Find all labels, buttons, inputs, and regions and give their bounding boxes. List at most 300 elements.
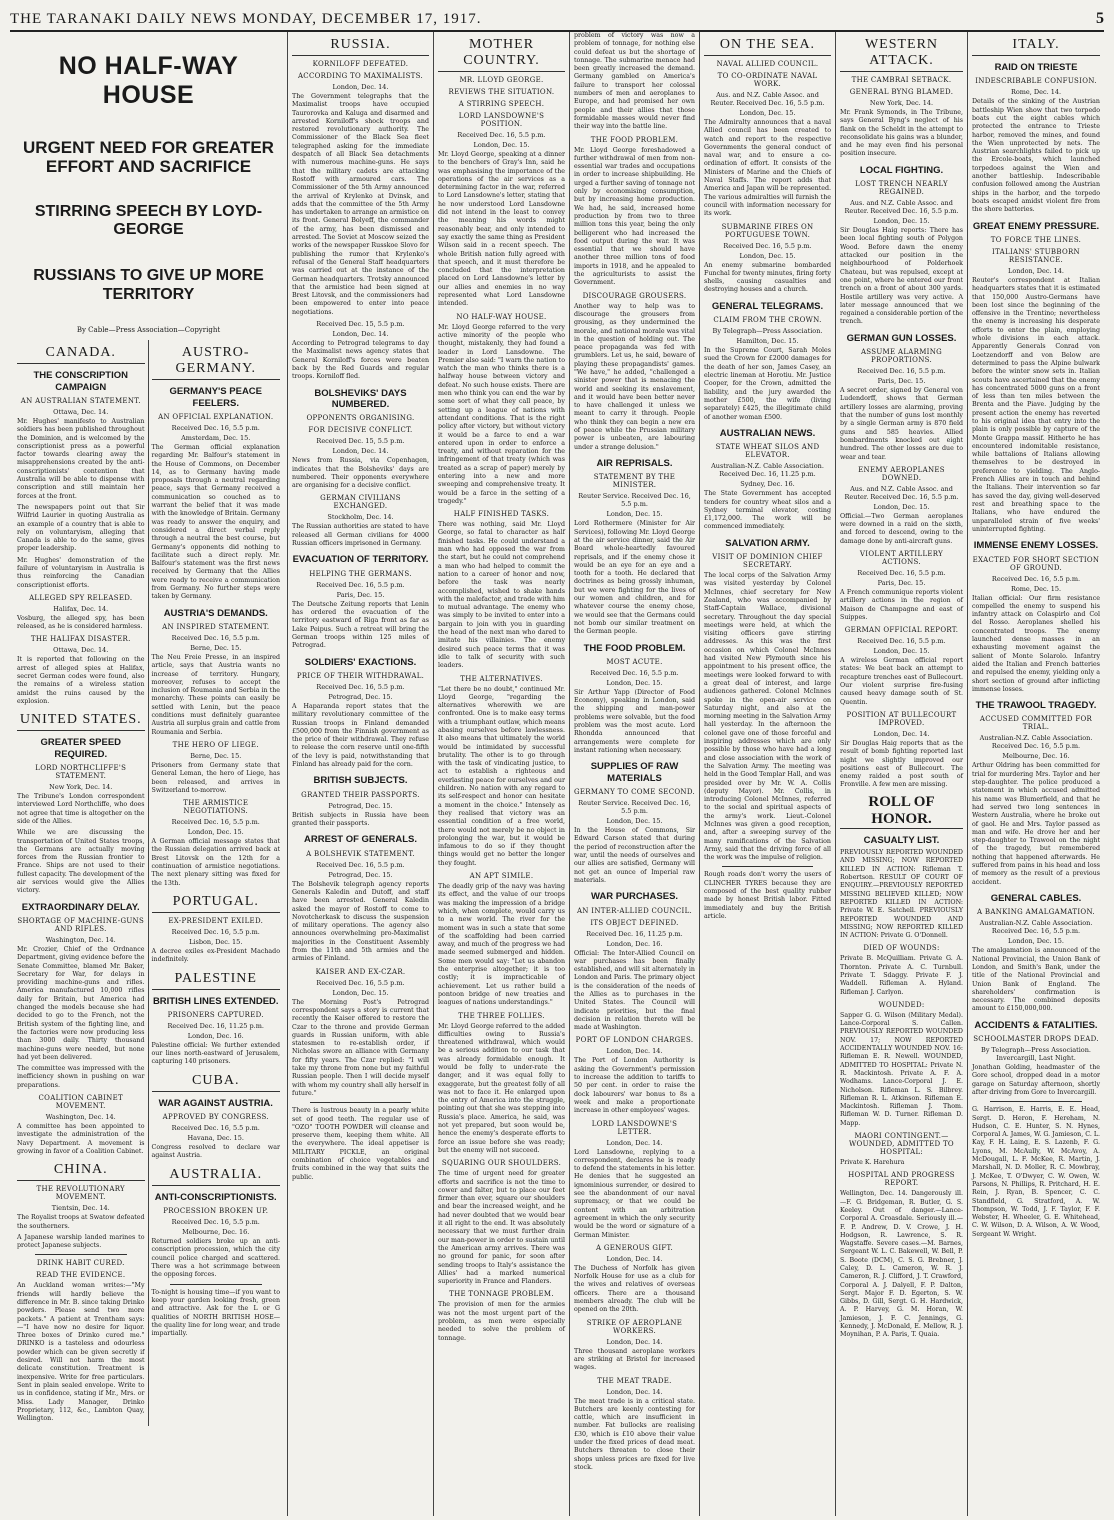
article-subhead: A STIRRING SPEECH. xyxy=(458,100,545,108)
article-paragraph: A German official message states that the Russian delegation arrived back at Brest Litovsk on the 12th for a continuation of armistice negotiations. The next plenary sitting was fixed for the 13th. xyxy=(151,838,280,887)
casualty-list: Sapper G. G. Wilson (Military Medal). Lance-Corporal S. Callen. PREVIOUSLY REPORTED WOUNDED NOV. 17; NOW REPORTED ACCIDENTALLY WOUNDED NOV. 16: Rifleman E. R. Newell. WOUNDED, ADMITTED TO HOSPITAL: Private N. R. Mackintosh. Private A. F. A. Wodhams. Lance-Corporal J. E. Nicholson. Rifleman L. S. Bilbrey. Rifleman R. L. Atkinson. Rifleman E. Mackintosh. Rifleman J. Thom. Rifleman W. D. Turner. Rifleman D. Mapp. xyxy=(840,1011,963,1127)
article-headline: CASUALTY LIST. xyxy=(863,834,940,846)
article-subhead: GENERAL BYNG BLAMED. xyxy=(849,88,954,96)
article-paragraph: Congress resolved to declare war against Austria. xyxy=(151,1144,280,1160)
article-paragraph: Lord Lansdowne, replying to a correspondent, declares he is ready to defend the statements in his letter. He denies that he suggested an ignominious surrender, or desired to see the abandonment of our naval supremacy, or that we could be content with an arbitration agreement in which the only security would be the word or signature of a German Minister. xyxy=(574,1148,695,1239)
article-headline: THE CONSCRIPTION CAMPAIGN xyxy=(33,370,128,393)
received-line: Received Dec. 16, 5.5 p.m. xyxy=(316,580,405,589)
received-line: Received Dec. 16, 5.5 p.m. xyxy=(857,637,946,646)
article-subhead: LORD NORTHCLIFFE'S STATEMENT. xyxy=(35,764,127,781)
received-line: By Telegraph—Press Association. xyxy=(712,327,823,336)
dateline: Berne, Dec. 15. xyxy=(190,643,242,652)
headline-sub1: URGENT NEED FOR GREATER EFFORT AND SACRIFICE xyxy=(23,137,274,177)
dateline: London, Dec. 14. xyxy=(1008,266,1064,275)
article-paragraph: A committee has been appointed to investigate the administration of the Navy Department. A movement is growing in favor of a Coalition Cabinet. xyxy=(17,1123,145,1155)
dateline: New York, Dec. 14. xyxy=(869,99,934,107)
article-paragraph: Prisoners from Germany state that General Leman, the hero of Liege, has been released, and arrives in Switzerland to-morrow. xyxy=(151,761,280,794)
article-paragraph: The Bolshevik telegraph agency reports Generals Kaledin and Dutoff, and staff have been arrested. General Kaledin asked the mayor of Rostoff to come to Novotcherkask to discuss the suspension of military operations. The agency also announces overwhelming pro-Maximalist majorities in the Constituent Assembly from the 11th and 5th armies and the armies of Finland. xyxy=(292,880,429,963)
dateline: London, Dec. 14. xyxy=(332,447,389,456)
article-subhead: A BANKING AMALGAMATION. xyxy=(977,908,1095,917)
article-subhead: FOR DECISIVE CONFLICT. xyxy=(308,426,413,435)
article-subhead: LORD LANSDOWNE'S POSITION. xyxy=(458,112,545,128)
article-paragraph: Mr. Hughes' demonstration of the failure of voluntaryism in Australia is thus reinforcing the Canadian conscriptionist efforts. xyxy=(17,556,145,589)
article-paragraph: The State Government has accepted tenders for country wheat silos and a Sydney terminal elevator, costing £1,172,000. The work will be commenced immediately. xyxy=(704,490,831,531)
dateline: Berne, Dec. 15. xyxy=(190,751,242,760)
received-line: Received Dec. 16, 5.5 p.m. xyxy=(171,423,260,432)
article-paragraph: The Admiralty announces that a naval Allied council has been created to watch and report to the respective Governments the general conduct of naval war, and to ensure a co-ordination of effort. It consists of the Ministers of Marine and the Chiefs of Naval Staffs. The report adds that America and Japan will be represented. The various admiralties will furnish the council with information necessary for its work. xyxy=(704,119,831,218)
article-subhead: LOST TRENCH NEARLY REGAINED. xyxy=(855,180,948,197)
received-line: Received Dec. 16, 5.5 p.m. xyxy=(171,1124,260,1133)
dateline: Rome, Dec. 14. xyxy=(1010,88,1062,97)
received-line: Received Dec. 16, 5.5 p.m. xyxy=(991,574,1081,583)
received-line: Received Dec. 16, 5.5 p.m. xyxy=(723,241,812,250)
section-title: PORTUGAL. xyxy=(152,891,281,913)
sub-column-left xyxy=(14,340,149,1426)
article-subhead: DISCOURAGE GROUSERS. xyxy=(582,291,687,300)
section-title: CHINA. xyxy=(17,1159,145,1181)
article-subhead: MOST ACUTE. xyxy=(606,657,663,666)
received-line: Received Dec. 16, 5.5 p.m. xyxy=(171,633,260,642)
dateline: Ottawa, Dec. 14. xyxy=(53,646,109,655)
article-subhead: HOSPITAL AND PROGRESS REPORT. xyxy=(848,1171,955,1188)
article-headline: ACCIDENTS & FATALITIES. xyxy=(974,1019,1098,1031)
article-headline: THE TRAWOOL TRAGEDY. xyxy=(975,700,1097,712)
received-line: Aus. and N.Z. Cable Assoc. and Reuter. Received Dec. 16, 5.5 p.m. xyxy=(710,91,825,107)
article-headline: SOLDIERS' EXACTIONS. xyxy=(304,656,417,668)
dateline: Hamilton, Dec. 15. xyxy=(736,337,799,346)
article-headline: LOCAL FIGHTING. xyxy=(859,164,944,176)
article-paragraph: The amalgamation is announced of the National Provincial, the Union Bank of London, and Smith's Bank, under the title of the National Provincial and Union Bank of England. The shareholders' confirmation is necessary. The combined deposits amount to £150,000,000. xyxy=(972,947,1100,1013)
article-subhead: GRANTED THEIR PASSPORTS. xyxy=(301,790,420,799)
article-subhead: DIED OF WOUNDS: xyxy=(863,944,940,953)
article-subhead: SQUARING OUR SHOULDERS. xyxy=(441,1159,562,1168)
dateline: Petrograd, Dec. 15. xyxy=(328,692,393,701)
dateline: Petrograd, Dec. 15. xyxy=(328,801,393,810)
section-title: RUSSIA. xyxy=(292,34,429,56)
article-paragraph: A Japanese warship landed marines to protect Japanese subjects. xyxy=(17,1233,145,1250)
article-paragraph: A French communique reports violent artillery actions in the region of Maison de Champagne and east of Suippes. xyxy=(840,588,963,621)
article-headline: WAR AGAINST AUSTRIA. xyxy=(158,1097,273,1109)
article-paragraph: While we are discussing the transportation of United States troops, the Germans are actually moving forces from the Russian frontier to France. Ships are not used to their fullest capacity. The development of the air services would give the Allies victory. xyxy=(17,829,145,895)
article-headline: GERMANY'S PEACE FEELERS. xyxy=(169,386,263,409)
article-headline: ARREST OF GENERALS. xyxy=(304,834,417,846)
dateline: London, Dec. 15. xyxy=(606,510,663,519)
advert-text: There is lustrous beauty in a pearly white set of good teeth. The regular use of "OZO" TOOTH POWDER will cleanse and preserve them, keeping them white. All the everywhere. The ideal appetiser is MILITARY PICKLE, an original combination of choice vegetables and fruits combined in the way that suits the public. xyxy=(292,1107,429,1181)
column-4 xyxy=(570,32,700,1516)
article-subhead: STATE WHEAT SILOS AND ELEVATOR. xyxy=(715,443,820,460)
roll-of-honor-title: ROLL OF HONOR. xyxy=(840,794,963,829)
byline: By Cable—Press Association—Copyright xyxy=(76,326,221,335)
dateline: London, Dec. 14. xyxy=(606,1138,663,1147)
dateline: Paris, Dec. 15. xyxy=(336,590,385,599)
article-paragraph: Sir Douglas Haig reports that as the result of bomb fighting reported last night we slightly improved our positions east of Bullecourt. The enemy raided a post south of Fronville. A few men are missing. xyxy=(840,739,963,789)
article-headline: GREATER SPEED REQUIRED. xyxy=(40,737,122,760)
article-subhead: ASSUME ALARMING PROPORTIONS. xyxy=(860,348,943,365)
article-paragraph: Arthur Oldring has been committed for trial for murdering Mrs. Taylor and her step-daughter. The police produced a statement in which accused admitted his name was Blumerfield, and that he had served two long sentences in Western Australia, where he broke out of gaol. He and Mrs. Taylor passed as man and wife. He drove her and her step-daughter to Trawool on the night of the tragedy, but remembered nothing that happened afterwards. He suffered from pains in his head and loss of memory as the result of a previous accident. xyxy=(972,762,1100,886)
article-paragraph: Mr. Lloyd George, speaking at a dinner to the benchers of Gray's Inn, said he was emphasising the importance of the operations of the air services as a determining factor in the war, referred to Lord Lansdowne's letter, stating that he now understood Lord Lansdowne did not intend in the least to convey the meaning his words might reasonably bear, and only intended to say exactly the same thing as President Wilson said in a recent speech. The whole British nation fully agreed with that speech, and it must therefore be concluded that the interpretation placed on Lord Lansdowne's letter by our allies and enemies in no way represented what Lord Lansdowne intended. xyxy=(438,151,565,308)
article-paragraph: The provision of men for the armies was not the most urgent part of the problem, as men were especially needed to solve the problem of tonnage. xyxy=(438,1301,565,1342)
article-paragraph: The Neu Freie Presse, in an inspired article, says that Austria wants no increase of territory. Hungary, moreover, refuses to accept the inclusion of Roumania and Serbia in the monarchy. These points can easily be settled with Lenin, but the peace conditions must definitely guarantee Austria all surplus grain and cattle from Roumania and Serbia. xyxy=(151,653,280,736)
article-paragraph: Jonathan Golding, headmaster of the Gore school, dropped dead in a motor garage on Saturday afternoon, shortly after driving from Gore to Invercargill. xyxy=(972,1064,1100,1096)
article-headline: IMMENSE ENEMY LOSSES. xyxy=(973,540,1099,552)
article-paragraph: A wireless German official report states: We beat back an attempt to recapture trenches east of Bullecourt. Our violent surprise fire-fusing caused heavy damage south of St. Quentin. xyxy=(840,657,963,706)
article-paragraph: Mr. Lloyd George referred to the very active minority of the people who thought, mistakenly, they had found a leader in Lord Lansdowne. The Premier also said: "I warn the nation to watch the man who thinks there is a halfway house between victory and defeat. No such house exists. There are men who think you can end the war by some sort of what they call peace, by setting up a league of nations with attendant conditions. That is the right policy after victory, but without victory it would be a farce to end a war entered upon in order to enforce a treaty, and without reparation for the infringement of that treaty (which was treated as a scrap of paper) merely by entering into a new and more sweeping and comprehensive treaty. It would be a farce in the setting of a tragedy." xyxy=(438,323,565,505)
section-title: ITALY. xyxy=(972,34,1100,56)
received-line: Reuter Service. Received Dec. 16, 5.5 p.m. xyxy=(578,492,691,509)
received-line: Received Dec. 16, 5.5 p.m. xyxy=(857,367,946,376)
casualty-list: Private B. McQuilliam. Private G. A. Thornton. Private A. C. Turnbull. Private T. Sdaggy. Private F. J. Waddell. Rifleman A. Hyland. Rifleman J. Carlyon. xyxy=(840,955,963,996)
received-line: Received Dec. 16, 5.5 p.m. xyxy=(316,978,405,987)
received-line: Received Dec. 15, 5.5 p.m. xyxy=(316,437,405,446)
article-paragraph: A secret order, signed by General von Ludendorff, shows that German artillery losses are alarming, proving that the number of guns lost monthly by a single German army is 870 field guns and 585 heavies. Allied bombardments knocked out eight hundred. The other losses are due to wear and tear. xyxy=(840,387,963,461)
article-subhead: EX-PRESIDENT EXILED. xyxy=(168,916,264,925)
article-subhead: POSITION AT BULLECOURT IMPROVED. xyxy=(846,710,957,727)
article-paragraph: There was nothing, said Mr. Lloyd George, so fatal to character as half finished tasks. He could understand a man who had opposed the war from the start, but he could not comprehend a man who had helped to commit the nation to a career of honor and now, before the task was nearly accomplished, wished to shake hands with the malefactor, and trade with him to mutual advantage. The enemy who was simply to be invited to enter into a bargain to join with you in guarding the head of the next man who dared to imitate his villainies. The enemy desired such peace terms that it was idle to talk of security with such leaders. xyxy=(438,521,565,670)
received-line: Received Dec. 16, 11.25 p.m. xyxy=(167,1021,264,1030)
received-line: Received Dec. 16, 5.5 p.m. xyxy=(171,1218,260,1227)
article-subhead: THE HALIFAX DISASTER. xyxy=(30,635,131,644)
article-subhead: NO HALF-WAY HOUSE. xyxy=(456,312,547,321)
dateline: London, Dec. 14. xyxy=(332,83,389,91)
article-paragraph: British subjects in Russia have been granted their passports. xyxy=(292,811,429,827)
article-subhead: KORNILOFF DEFEATED. xyxy=(312,60,409,68)
article-paragraph: The committee was impressed with the inefficiency shown in pushing on war preparations. xyxy=(17,1065,145,1089)
column-7 xyxy=(968,32,1104,1516)
dateline: New York, Dec. 14. xyxy=(49,783,113,792)
article-subhead: NAVAL ALLIED COUNCIL. xyxy=(716,60,819,68)
received-line: Received Dec. 15, 5.5 p.m. xyxy=(316,320,405,329)
dateline: Paris, Dec. 15. xyxy=(877,377,926,386)
article-subhead: GERMAN CIVILIANS EXCHANGED. xyxy=(320,494,401,511)
article-paragraph: Mr. Lloyd George referred to the added difficulties owing to Russia's threatened withdrawal, which would be a serious addition to our task that was already formidable enough. It would be folly to under-rate the danger, and it was equal folly to exaggerate, but the greatest folly of all was not to face it. He enlarged upon the entry of America into the struggle, pointing out that she was stepping into Russia's place. America, he said, was not yet prepared, but soon would be, hence the enemy's desperate efforts to force an issue before she was ready; but the enemy will not succeed. xyxy=(438,1022,565,1154)
received-line: Australian-N.Z. Cable Association. Received Dec. 16, 5.5 p.m. xyxy=(979,919,1093,936)
dateline: Petrograd, Dec. 15. xyxy=(328,870,393,879)
article-paragraph: Italian official: Our firm resistance compelled the enemy to suspend his infantry attack on Colaspirlo and Col del Rosso. Aeroplanes shelled his concentrated troops. The enemy launched dense masses in an exhausting movement against the salient of Monte Solarolo. Infantry aided the Italian and French batteries and repulsed the enemy, yielding only a short section of ground after inflicting immense losses. xyxy=(972,594,1100,693)
column-5 xyxy=(700,32,836,1516)
article-subhead: GERMAN OFFICIAL REPORT. xyxy=(844,626,959,635)
masthead xyxy=(10,6,1104,32)
dateline: Lisbon, Dec. 15. xyxy=(189,937,243,946)
masthead-title: THE TARANAKI DAILY NEWS MONDAY, DECEMBER 17, 1917. xyxy=(10,11,482,27)
divider xyxy=(722,866,813,867)
article-paragraph: The Government telegraphs that the Maximalist troops have occupied Taurorovka and Kaluga and disarmed and arrested Korniloff's shock troops and restored revolutionary authority. The Commissioner of the Black Sea fleet telegraphed asking for the immediate despatch of all Black Sea detachments with numerous machine-guns. He says that the military cadets are attacking Rostoff with armoured cars. The Commissioner of the 5th Army announced the arrival of Krylenko at Dvinsk, and adds that the committee of the 5th Army has undertaken to arrange an armistice on its front. General Bolyeff, the commander of the army, has been dismissed and arrested. The Soviet at Moscow seized the works of the newspaper Russkoe Slovo for publishing the rumor that Krylenko's refusal of the General Staff headquarters was carried out at the instance of the German headquarters. Trotsky announced that the armistice had been signed at Brest Litovsk, and the commissioners had been empowered to enter into peace negotiations. xyxy=(292,93,429,316)
article-subhead: TO FORCE THE LINES. xyxy=(990,235,1082,244)
article-paragraph: A decree exiles ex-President Machado indefinitely. xyxy=(151,947,280,964)
page-number: 5 xyxy=(1096,10,1104,27)
dateline: Stockholm, Dec. 14. xyxy=(327,513,394,522)
advert-subhead: READ THE EVIDENCE. xyxy=(36,1271,126,1280)
article-headline: RAID ON TRIESTE xyxy=(994,62,1078,73)
received-line: Reuter Service. Received Dec. 16, 5.5 p.m. xyxy=(578,799,691,816)
article-subhead: THE CAMBRAI SETBACK. xyxy=(851,76,952,84)
article-paragraph: The deadly grip of the navy was having its effect, and the value of our troops was making the impression of a bridge which, when complete, would carry us to a new world. The river for the moment was in such a state that some of the scaffolding had been carried away, and much of the progress we had made seemed submerged and hidden. Some men would say: "Let us abandon the enterprise altogether; it is too costly; it is impracticable of achievement. Let us rather build a pontoon bridge of new treaties and leagues of nations understandings." xyxy=(438,883,565,1007)
sub-column-right xyxy=(149,340,284,1426)
article-headline: ANTI-CONSCRIPTIONISTS. xyxy=(154,1191,277,1203)
received-line: Aus. and N.Z. Cable Assoc. and Reuter. Received Dec. 16, 5.5 p.m. xyxy=(844,199,959,216)
article-paragraph: Reuter's correspondent at Italian headquarters states that it is estimated that 150,000 Austro-Germans have been lost since the beginning of the offensive in the Trentino; nevertheless the enemy is increasing his desperate efforts to enter the plain, employing whole divisions in each attack. Apparently Generals Conrad von Loetzendorff and von Below are determined to pass the Alpine bulwark before the winter snow sets in. Italian scouts have ascertained that the enemy has concentrated 5000 guns on a front of less than ten miles between the Brenta and the Piave. Judging by the present action the enemy has reverted to his original idea that entry into the plain is only possible by capture of the Monte Grappa massif. Hitherto he has encountered indomitable resistance, while battalions of Italians allowing themselves to be destroyed in preference to yielding. The Anglo-French Allies are in touch and behind the Italians. Their intervention so far has saved the day, giving well-deserved rest and breathing space to the Italians, who have endured the unparalleled strain of five weeks' uninterrupted fighting. xyxy=(972,276,1100,533)
headline-sub2: STIRRING SPEECH BY LOYD-GEORGE xyxy=(34,202,263,238)
casualty-list: Wellington, Dec. 14. Dangerously ill.—F. G. Bridgeman, R. Butler, G. S. Keeley. Out of danger.—Lance-Corporal A. Croasdale. Seriously ill.—F. P. Andrew, D. V. Crowe, J. H. Hodgson, R. Lawrence, S. R. Wagstaffe. Severe cases.—M. Barnes, Sergeant W. L. C. Bakewell, W. Bell, P. S. Boote (DCM), C. S. G. Brebner, J. Caley, D. L. Cameron, W. R. J. Cameron, R. J. Clifford, J. T. Crawford, Corporal A. J. Dalyell, F. P. Dalton, Sergt. Major F. D. Egerton, S. W. Gibbs, D. Gill, Sergt. G. H. Hardwick, A. P. Harvey, G. M. Horan, W. Jamieson, J. F. C. Jennings, G. Kennedy, J. McDonald, E. Mellow, R. J. Moynihan, P. A. Paris, T. Quaia. xyxy=(840,1190,963,1339)
dateline: London, Dec. 15. xyxy=(873,502,930,511)
article-subhead: AN INSPIRED STATEMENT. xyxy=(162,622,270,631)
dateline: Melbourne, Dec. 16. xyxy=(182,1228,250,1237)
article-paragraph: Vosburg, the alleged spy, has been released, as he is considered harmless. xyxy=(17,614,145,631)
article-subhead: ACCORDING TO MAXIMALISTS. xyxy=(297,72,424,80)
article-paragraph: Mr. Hughes' manifesto to Australian soldiers has been published throughout the Dominion, and is welcomed by the conscriptionist press as a powerful factor towards clearing away the misapprehensions created by the anti-conscriptionists' contention that Australia will be able to dispense with conscription and still maintain her forces at the front. xyxy=(17,417,145,500)
advert-headline: DRINK HABIT CURED. xyxy=(36,1259,125,1268)
dateline: Tientsin, Dec. 14. xyxy=(51,1204,110,1213)
received-line: Received Dec. 16, 5.5 p.m. xyxy=(590,668,679,677)
article-subhead: AN OFFICIAL EXPLANATION. xyxy=(158,412,274,421)
article-subhead: PRISONERS CAPTURED. xyxy=(167,1010,264,1019)
article-subhead: THE REVOLUTIONARY MOVEMENT. xyxy=(36,1185,125,1202)
article-paragraph: Three thousand aeroplane workers are striking at Bristol for increased wages. xyxy=(574,1347,695,1372)
casualty-list: Private K. Harehura xyxy=(840,1159,905,1167)
article-headline: BOLSHEVIKS' DAYS NUMBERED. xyxy=(314,387,407,410)
article-headline: AUSTRALIAN NEWS. xyxy=(719,427,816,439)
article-headline: EVACUATION OF TERRITORY. xyxy=(292,554,429,566)
article-subhead: AN AUSTRALIAN STATEMENT. xyxy=(20,396,141,405)
article-headline: THE FOOD PROBLEM. xyxy=(583,642,686,654)
dateline: London, Dec. 15. xyxy=(739,251,796,260)
article-paragraph: The Royalist troops at Swatow defeated the southerners. xyxy=(17,1214,145,1230)
article-paragraph: The Tribune's London correspondent interviewed Lord Northcliffe, who does not agree that time is altogether on the side of the Allies. xyxy=(17,793,145,825)
article-headline: SALVATION ARMY. xyxy=(725,537,810,549)
dateline: London, Dec. 15. xyxy=(332,988,389,997)
article-paragraph: Mr. Frank Symonds, in The Tribune, says General Byng's neglect of his flank on the Scheldt in the attempt to reconsolidate his gains was a blunder, and he may even find his personal position insecure. xyxy=(840,109,963,158)
article-paragraph: A Haparanda report states that the military revolutionary committee of the Russian troops in Finland demanded £500,000 from the Finnish government as the price of their withdrawal. They refuse to release the corn reserve until one-fifth of the levy is paid, notwithstanding that Finland has already paid for the corn. xyxy=(292,702,429,768)
advert-text: An Auckland woman writes:—"My friends will hardly believe the difference in Mr. B. since taking Drinko powders. Please send two more packets." A patient at Trentham says:—"I have now no desire for liquor. Three boxes of Drinko cured me." DRINKO is a tasteless and odourless powder which can be given secretly if desired. Will not harm the most delicate constitution. Treatment is inexpensive. Write for free particulars. Sent in plain sealed envelope. Write to us in confidence, stating if Mr., Mrs. or Miss. Lady Manager, Drinko Proprietary, 112, &c., Lambton Quay, Wellington. xyxy=(17,1282,145,1423)
article-paragraph: Lord Rothermere (Minister for Air Services), following Mr. Lloyd George at the air service dinner, said the Air Board whole-heartedly favoured reprisals, and if the enemy chose it would be an eye for an eye and a tooth for a tooth. He declared that doctrines as being grossly inhuman, but we were fighting for the lives of our women and children, and for whatever course the enemy chose, we would see that the Germans could not bomb our similar treatment on the German people. xyxy=(574,520,695,636)
dateline: London, Dec. 14. xyxy=(332,330,389,339)
article-subhead: ACCUSED COMMITTED FOR TRIAL. xyxy=(979,715,1093,732)
article-paragraph: In the House of Commons, Sir Edward Carson stated that during the period of reconstruction after the war, until the needs of ourselves and our allies are satisfied, Germany will not get an ounce of Imperial raw materials. xyxy=(574,827,695,884)
dateline: Halifax, Dec. 14. xyxy=(53,604,109,613)
article-subhead: OPPONENTS ORGANISING. xyxy=(306,414,415,423)
received-line: Received Dec. 16, 5.5 p.m. xyxy=(857,568,946,577)
section-title: ON THE SEA. xyxy=(704,34,831,56)
article-subhead: APPROVED BY CONGRESS. xyxy=(162,1113,269,1122)
article-headline: BRITISH SUBJECTS. xyxy=(313,775,408,787)
article-subhead: ITALIANS' STUBBORN RESISTANCE. xyxy=(992,247,1080,264)
article-paragraph: According to Petrograd telegrams to day the Maximalist news agency states that General Korniloff's forces were beaten back by the Red Guards and regular troops. Korniloff fled. xyxy=(292,340,429,381)
advert-text: To-night is housing time—if you want to keep your garden looking fresh, green and attractive. Ask for the L or G qualities of NORTH BRITISH HOSE—the quality line for long wear, and trade impartially. xyxy=(151,1288,280,1338)
article-paragraph: News from Russia, via Copenhagen, indicates that the Bolsheviks' days are numbered. Their opponents everywhere are organising for a decisive conflict. xyxy=(292,457,429,490)
article-subhead: AN APT SIMILE. xyxy=(469,872,534,881)
article-paragraph: Sir Douglas Haig reports: There has been local fighting south of Polygon Wood. Before dawn the enemy attacked our position in the neighbourhood of Polderhoek Chateau, but was repulsed, except at one point, where he entered our front trench on a front of about 300 yards. Hostile artillery was very active. A later message announced that we regained a considerable portion of the trench. xyxy=(840,227,963,326)
article-paragraph: The Morning Post's Petrograd correspondent says a story is current that recently the Kaiser offered to restore the Czar to the throne and provide German guards in Russian uniform, with able statesmen to re-establish order, if Nicholas swore an alliance with Germany for fifty years. The Czar replied: "I will take my throne from none but my faithful Russian people. Then I will decide myself with whom my country shall ally herself in future." xyxy=(292,998,429,1097)
article-subhead: ALLEGED SPY RELEASED. xyxy=(29,593,133,602)
article-subhead: STRIKE OF AEROPLANE WORKERS. xyxy=(586,1318,683,1335)
section-title: CUBA. xyxy=(152,1070,281,1092)
article-subhead: A BOLSHEVIK STATEMENT. xyxy=(306,849,415,858)
article-subhead: EXACTED FOR SHORT SECTION OF GROUND. xyxy=(972,555,1100,572)
dateline: Washington, Dec. 14. xyxy=(45,1113,116,1122)
section-title: AUSTRALIA. xyxy=(152,1164,281,1186)
dateline: London, Dec. 14. xyxy=(606,1047,663,1056)
article-paragraph: Details of the sinking of the Austrian battleship Wien show that two torpedo boats cut the eight cables which protected the entrance to Trieste harbor, removed the mines, and found the Wien unprotected by nets. The Austrian searchlights failed to pick up the Ercole-boats, which launched torpedoes against the Wien and another battleship. Indescribable confusion followed among the Austrian ships in the harbor, and the torpedo boats escaped amidst violent fire from the shore batteries. xyxy=(972,98,1100,214)
section-title: WESTERN ATTACK. xyxy=(840,34,963,72)
article-subhead: INDESCRIBABLE CONFUSION. xyxy=(975,77,1097,86)
section-title: UNITED STATES. xyxy=(17,709,145,731)
article-subhead: MAORI CONTINGENT.—WOUNDED, ADMITTED TO HOSPITAL: xyxy=(849,1132,954,1157)
article-headline: BRITISH LINES EXTENDED. xyxy=(152,995,279,1007)
article-paragraph: The Russian authorities are stated to have released all German civilians for 4000 Russian officers imprisoned in Germany. xyxy=(292,523,429,548)
divider xyxy=(170,1284,263,1285)
article-paragraph: Mr. Crozier, Chief of the Ordnance Department, giving evidence before the Senate Committee, blamed Mr. Baker, Secretary for War, for delays in providing machine-guns and rifles. America manufactured 10,000 rifles daily for Britain, but America had changed the models because she had decided to go to the French, not the British system of the fighting line, and the factories were now producing less than 3000 daily. Thirty thousand machine-guns were needed, but none had yet been delivered. xyxy=(17,945,145,1061)
received-line: Australian-N.Z. Cable Association. Received Dec. 16, 5.5 p.m. xyxy=(979,734,1093,751)
article-subhead: VISIT OF DOMINION CHIEF SECRETARY. xyxy=(712,553,823,570)
received-line: Received Dec. 16, 5.5 p.m. xyxy=(457,131,546,139)
dateline: London, Dec. 15. xyxy=(873,217,930,226)
article-paragraph: The local corps of the Salvation Army was visited yesterday by Colonel McInnes, chief secretary for New Zealand, who was accompanied by Staff-Captain Wallace, divisional secretary. Throughout the day special meetings were held, at which the visiting officers gave stirring addresses. As this was the first occasion on which Colonel McInnes had visited New Plymouth since his appointment to his present office, the meetings were looked forward to with a great deal of interest, and large audiences gathered. Colonel McInnes spoke in the open-air service on Saturday night, and also at the morning meeting in the Salvation Army hall yesterday. In the afternoon the colonel gave one of those forceful and inspiring addresses which are only possible by those who have had a long and close association with the work of the Salvation Army. The meeting was held in the Good Templar Hall, and was presided over by Mr. W. A. Collis (deputy Mayor). Mr. Collis, in introducing Colonel McInnes, referred to the social and spiritual aspects of the army's work. Lieut.-Colonel McInnes was given a good reception, and, after a sweeping survey of the many ramifications of the Salvation Army, said that the driving force of all the work was the impulse of religion. xyxy=(704,572,831,862)
headline-main: NO HALF-WAY HOUSE xyxy=(58,52,239,109)
dateline: London, Dec. 14. xyxy=(873,729,930,738)
article-subhead: ITS OBJECT DEFINED. xyxy=(590,918,679,927)
article-subhead: ENEMY AEROPLANES DOWNED. xyxy=(858,465,945,482)
dateline: London, Dec. 14. xyxy=(606,1254,663,1263)
casualty-list: PREVIOUSLY REPORTED WOUNDED AND MISSING; NOW REPORTED KILLED IN ACTION: Rifleman T. Robertson. RESULT OF COURT OF ENQUIRY.—PREVIOUSLY REPORTED MISSING BELIEVED KILLED; NOW REPORTED KILLED IN ACTION: Private W. E. Satchell. PREVIOUSLY REPORTED WOUNDED AND MISSING; NOW REPORTED KILLED IN ACTION: Private G. O'Donnell. xyxy=(840,849,963,940)
article-subhead: COALITION CABINET MOVEMENT. xyxy=(38,1094,123,1111)
article-subhead: PORT OF LONDON CHARGES. xyxy=(575,1036,694,1045)
article-subhead: THE FOOD PROBLEM. xyxy=(590,135,679,144)
article-subhead: THE HERO OF LIEGE. xyxy=(172,740,259,749)
article-headline: EXTRAORDINARY DELAY. xyxy=(21,901,140,913)
article-subhead: MR. LLOYD GEORGE. xyxy=(459,76,544,84)
article-headline: SUPPLIES OF RAW MATERIALS xyxy=(590,761,679,784)
article-subhead: THE ARMISTICE NEGOTIATIONS. xyxy=(183,799,249,816)
dateline: London, Dec. 15. xyxy=(187,828,244,837)
dateline: Melbourne, Dec. 16. xyxy=(1002,752,1070,761)
dateline: London, Dec. 14. xyxy=(606,1387,663,1396)
article-subhead: HELPING THE GERMANS. xyxy=(309,569,412,578)
article-subhead: STATEMENT BY THE MINISTER. xyxy=(593,473,676,490)
article-subhead: GERMANY TO COME SECOND. xyxy=(574,788,696,797)
article-subhead: LORD LANSDOWNE'S LETTER. xyxy=(591,1119,678,1136)
article-subhead: TO CO-ORDINATE NAVAL WORK. xyxy=(717,72,818,88)
article-subhead: CLAIM FROM THE CROWN. xyxy=(713,316,822,325)
divider xyxy=(35,1254,127,1255)
dateline: London, Dec. 15. xyxy=(606,817,663,826)
article-paragraph: In the Supreme Court, Sarah Moles sued the Crown for £2000 damages for the death of her son, James Casey, an electric lineman at Horotiu. Mr. Justice Cooper, for the Crown, admitted the liability, and the jury awarded the mother £500, the wife (living separately) £425, the illegitimate child of another woman £500. xyxy=(704,347,831,421)
article-headline: AIR REPRISALS. xyxy=(596,457,673,469)
article-paragraph: The German official explanation regarding Mr. Balfour's statement in the House of Commons, on December 14, as to Germany having made proposals through a neutral regarding peace, says that Germany received a communication so couched as to warrant the belief that it was made with the knowledge of Britain. Germany was ready to answer the enquiry, and considered a direct verbal reply through a neutral the best course, but Germany's opponents did nothing to facilitate such a direct reply. Mr. Balfour's statement was the first news received by Germany that the Allies were ready to receive a communication from Germany. No further steps were taken by Germany. xyxy=(151,443,280,601)
received-line: Received Dec. 16, 5.5 p.m. xyxy=(171,927,260,936)
article-paragraph: Returned soldiers broke up an anti-conscription procession, which the city council police charged and scattered. There was a hot scrimmage between the opposing forces. xyxy=(151,1238,280,1279)
article-paragraph: Palestine official: We further extended our lines north-eastward of Jerusalem, capturing 140 prisoners. xyxy=(151,1041,280,1066)
received-line: Received Dec. 16, 5.5 p.m. xyxy=(171,818,260,827)
article-headline: WAR PURCHASES. xyxy=(590,891,679,903)
column-3 xyxy=(434,32,570,1516)
article-subhead: PROCESSION BROKEN UP. xyxy=(163,1207,269,1216)
casualty-list: G. Harrison, E. Harris, E. E. Head, Sergt. D. Heron, F. Hereham, N. Hudson, C. E. Hunter, S. N. Hynes, Corporal A. James, W. G. Jamieson, C. L. Kay, F. H. Laing, E. S. Lazenb, F. G. Lyons, M. McAully, W. McAvoy, A. McDougall, L. F. McKee, R. Martin, J. Marshall, N. D. Moller, R. C. Mowbray, J. McKee, T. O'Dwyer, C. W. Owen, W. Parsons, N. Phillips, R. Pritchard, H. E. Rein, J. Ryan, B. Spencer, C. C. Standfield, G. Stratford, A. W. Thompson, W. Todd, J. F. Taylor, F. F. Webster, H. Wheeler, G. E. Whitehead, C. W. Wilson, D. A. Wilson, A. W. Wood, Sergeant W. Wright. xyxy=(972,1106,1101,1238)
article-paragraph: "Let there be no doubt," continued Mr. Lloyd George, "regarding the alternatives wherewith we are confronted. One is to make easy terms with a triumphant outlaw, which means abasing ourselves before lawlessness. It also means that ultimately the world would be intimidated by successful brutality. The other is to go through with the task of vindicating justice, to act to establish a righteous and everlasting peace for ourselves and our children. No nation with any regard to its self-respect and honor can hesitate a moment in the choice." Intensely as they realised that victory was an essential condition of a free world, there would not merely be no object in prolonging the war, but it would be infamous to do so if they thought things would get no better the longer they fought. xyxy=(438,685,565,867)
dateline: Paris, Dec. 15. xyxy=(877,578,926,587)
dateline: London, Dec. 16. xyxy=(606,939,663,948)
dateline: Sydney, Dec. 16. xyxy=(740,480,795,489)
article-paragraph: The Deutsche Zeitung reports that Lenin has ordered the evacuation of the territory eastward of Riga front as far as Lake Peipus. Such a retreat will bring the German troops within 125 miles of Petrograd. xyxy=(292,600,429,650)
section-title: AUSTRO-GERMANY. xyxy=(152,342,281,380)
received-line: Received Dec. 16, 11.25 p.m. xyxy=(586,929,683,938)
sub-columns xyxy=(14,340,283,1426)
article-headline: GERMAN GUN LOSSES. xyxy=(846,332,957,344)
dateline: London, Dec. 14. xyxy=(606,1337,663,1346)
article-paragraph: problem of victory was now a problem of tonnage, for nothing else could defeat us but the shortage of tonnage. The submarine menace had been greatly increased the demand. Germany gambled on America's failure to transport her colossal numbers of men and aeroplanes to Europe, and had promised her own people and their allies that those formidable masses would never find their way into the battle line. xyxy=(574,32,695,131)
section-title: PALESTINE xyxy=(152,968,281,990)
dateline: London, Dec. 15. xyxy=(1008,937,1064,946)
dateline: London, Dec. 15. xyxy=(473,141,530,149)
received-line: Received Dec. 16, 5.5 p.m. xyxy=(316,682,405,691)
article-paragraph: The Duchess of Norfolk has given Norfolk House for use as a club for the wives and relatives of overseas officers. There are a thousand members already. The club will be opened on the 20th. xyxy=(574,1264,695,1314)
dateline: London, Dec. 15. xyxy=(739,109,796,117)
article-subhead: PRICE OF THEIR WITHDRAWAL. xyxy=(296,671,425,680)
article-subhead: KAISER AND EX-CZAR. xyxy=(315,967,406,976)
article-subhead: THE THREE FOLLIES. xyxy=(458,1011,545,1020)
dateline: Rome, Dec. 15. xyxy=(1010,584,1062,593)
column-6 xyxy=(836,32,968,1516)
received-line: Received Dec. 16, 5.5 p.m. xyxy=(316,860,405,869)
dateline: Washington, Dec. 14. xyxy=(45,935,116,944)
received-line: By Telegraph—Press Association. Invercargill, Last Night. xyxy=(981,1046,1091,1063)
dateline: Havana, Dec. 15. xyxy=(187,1134,244,1143)
article-subhead: THE ALTERNATIVES. xyxy=(460,674,543,683)
dateline: Amsterdam, Dec. 15. xyxy=(181,433,251,442)
article-subhead: HALF FINISHED TASKS. xyxy=(453,510,550,519)
article-paragraph: It is reported that following on the arrest of alleged spies at Halifax, secret German codes were found, also the remains of a wireless station amidst the ruins caused by the explosion. xyxy=(17,656,145,705)
article-subhead: WOUNDED: xyxy=(878,1000,925,1009)
article-paragraph: Sir Arthur Yapp (Director of Food Economy), speaking in London, said the shipping and man-power problems were solvable, but the food problem was the most acute. Lord Rhondda announced that arrangements were complete for instant rationing when necessary. xyxy=(574,688,695,754)
article-subhead: THE MEAT TRADE. xyxy=(597,1376,672,1385)
divider xyxy=(990,1101,1082,1102)
column-2 xyxy=(288,32,434,1516)
article-subhead: THE TONNAGE PROBLEM. xyxy=(449,1290,554,1299)
section-title: MOTHER COUNTRY. xyxy=(438,34,565,72)
article-headline: AUSTRIA'S DEMANDS. xyxy=(163,607,268,619)
article-paragraph: The time of urgent need for greater efforts and sacrifice is not the time to cower and falter, but to place our feet firmer than ever, square our shoulders and bear the increased weight, and he had never doubted that we would bear it all right to the end. It was absolutely necessary that we must further drain our man-power in order to sustain until the American army arrives. There was no ground for panic, for soon after sending troops to Italy's assistance the Allies' had a marked numerical superiority in France and Flanders. xyxy=(438,1170,565,1286)
article-subhead: REVIEWS THE SITUATION. xyxy=(448,88,555,96)
article-subhead: SCHOOLMASTER DROPS DEAD. xyxy=(973,1035,1099,1044)
article-headline: GENERAL TELEGRAMS. xyxy=(711,300,824,312)
article-paragraph: Official.—Two German aeroplanes were downed in a raid on the sixth, and forced to descend, owing to the damage done by anti-aircraft guns. xyxy=(840,512,963,545)
section-title: CANADA. xyxy=(17,342,145,364)
article-paragraph: Another way to help was to discourage the grousers from grousing, as they undermined the morale, and national morale was vital in the question of holding out. The peace propaganda was fed with grumblers. Let us, he said, beware of playing these propagandists' games. "We have," he added, "challenged a sinister power that is menacing the world and seeking its enslavement, and it would have been better never to have challenged it unless we meant to carry it through. People who think they can begin a new era of peace while the Prussian military power is unbeaten, are labouring under a strange delusion." xyxy=(574,302,695,451)
article-subhead: SUBMARINE FIRES ON PORTUGUESE TOWN. xyxy=(721,222,814,239)
article-paragraph: Official: The Inter-Allied Council on war purchases has been finally established, and will sit alternately in London and Paris. The primary object is the consideration of the needs of the Allies as to purchases in the United States. The Council will indicate priorities, but the final decision in relation thereto will be made at Washington. xyxy=(574,949,695,1032)
article-subhead: A GENEROUS GIFT. xyxy=(595,1243,674,1252)
advert-text: Rough roads don't worry the users of CLINCHER TYRES because they are composed of the best quality rubber made by honest British labor. Fitted immediately and buy the British article. xyxy=(704,871,831,920)
dateline: London, Dec. 16. xyxy=(187,1031,244,1040)
article-subhead: VIOLENT ARTILLERY ACTIONS. xyxy=(859,549,944,566)
columns xyxy=(10,32,1104,1516)
article-subhead: SHORTAGE OF MACHINE-GUNS AND RIFLES. xyxy=(17,916,145,933)
headline-sub3: RUSSIANS TO GIVE UP MORE TERRITORY xyxy=(33,267,264,303)
received-line: Australian-N.Z. Cable Association. Received Dec. 16, 11.25 p.m. xyxy=(711,462,824,479)
dateline: London, Dec. 15. xyxy=(606,678,663,687)
received-line: Aus. and N.Z. Cable Assoc. and Reuter. Received Dec. 16, 5.5 p.m. xyxy=(844,484,959,501)
article-paragraph: The Port of London Authority is asking the Government's permission to increase the addition to tariffs to 50 per cent. in order to raise the dock labourers' war bonus to 8s a week and make a proportionate increase in other employees' wages. xyxy=(574,1057,695,1115)
article-paragraph: The meat trade is in a critical state. Butchers are keenly contesting for cattle, which are insufficient in number. Fat bullocks are realising £30, which is £10 above their value under the fixed prices of dead meat. Butchers threaten to close their shops unless prices are fixed for live stock. xyxy=(574,1397,695,1471)
article-paragraph: An enemy submarine bombarded Funchal for twenty minutes, firing forty shells, causing casualties and destroying houses and a church. xyxy=(704,261,831,294)
article-headline: GENERAL CABLES. xyxy=(990,892,1082,904)
dateline: Ottawa, Dec. 14. xyxy=(53,407,109,416)
article-headline: GREAT ENEMY PRESSURE. xyxy=(972,220,1100,232)
column-1 xyxy=(10,32,288,1516)
article-paragraph: Mr. Lloyd George foreshadowed a further withdrawal of men from non-essential war trades and occupations in order to increase shipbuilding. He urged a further saving of tonnage not only by economising consumption, but by increasing home production. We had, he said, increased home production by from two to three million tons this year, being the only belligerent who had increased the food output during the war. It was essential that we should have another three million tons of food imports in 1918, and he appealed to the agriculturists to assist the Government. xyxy=(574,146,695,287)
dateline: London, Dec. 15. xyxy=(873,647,930,656)
article-paragraph: The newspapers point out that Sir Wilfrid Laurier in quoting Australia as an example of a country that is able to rely on voluntaryism, alleging that Canada is able to do the same, gives proper leadership. xyxy=(17,503,145,553)
article-subhead: AN INTER-ALLIED COUNCIL. xyxy=(576,906,693,915)
divider xyxy=(310,1102,411,1103)
